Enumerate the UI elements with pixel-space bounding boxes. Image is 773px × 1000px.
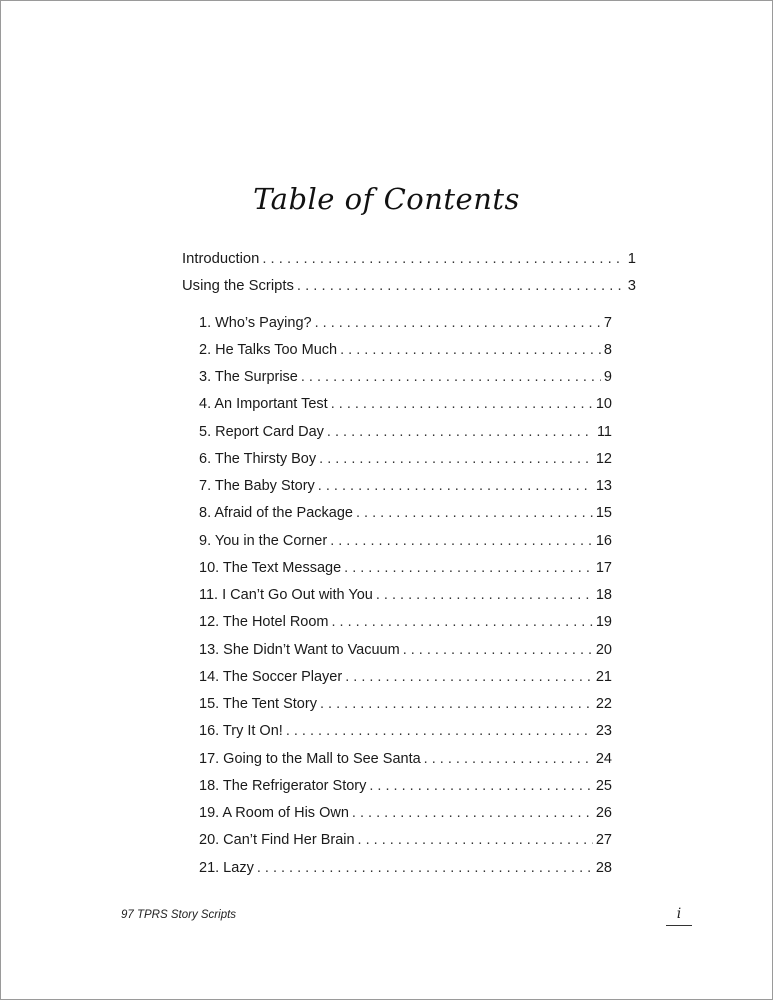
toc-entry-label: 19. A Room of His Own [199,805,349,821]
toc-entry-label: Introduction [182,251,260,267]
toc-script-entry[interactable] [199,804,612,822]
dot-leader [320,695,593,713]
toc-entry-label: 4. An Important Test [199,396,328,412]
dot-leader [315,314,601,332]
toc-entry-label: 7. The Baby Story [199,478,315,494]
dot-leader [376,586,593,604]
dot-leader [257,859,593,877]
toc-script-entry[interactable] [199,641,612,659]
toc-script-entry[interactable] [199,477,612,495]
toc-entry-page: 16 [595,533,612,549]
toc-script-entry[interactable] [199,722,612,740]
dot-leader [301,368,601,386]
toc-entry-label: 5. Report Card Day [199,424,324,440]
toc-entry-page: 20 [595,642,612,658]
toc-entry-page: 18 [595,587,612,603]
toc-entry-page: 19 [595,614,612,630]
toc-script-entry[interactable] [199,314,612,332]
toc-entry-label: 13. She Didn’t Want to Vacuum [199,642,400,658]
toc-entry-label: 8. Afraid of the Package [199,505,353,521]
toc-script-entry[interactable] [199,532,612,550]
toc-entry-introduction[interactable] [182,250,636,268]
toc-entry-page: 9 [603,369,612,385]
dot-leader [403,641,593,659]
toc-entry-page: 17 [595,560,612,576]
toc-entry-page: 23 [595,723,612,739]
dot-leader [358,831,593,849]
dot-leader [344,559,593,577]
toc-entry-label: 12. The Hotel Room [199,614,329,630]
dot-leader [424,750,593,768]
toc-entry-label: 2. He Talks Too Much [199,342,338,358]
dot-leader [369,777,592,795]
footer-book-title: 97 TPRS Story Scripts [121,909,237,921]
toc-entry-label: Using the Scripts [182,278,294,294]
dot-leader [327,423,594,441]
toc-entry-label: 9. You in the Corner [199,533,328,549]
toc-entry-label: 11. I Can’t Go Out with You [199,587,373,603]
toc-script-entry[interactable] [199,341,612,359]
toc-script-entry[interactable] [199,859,612,877]
toc-entry-page: 22 [595,696,612,712]
toc-entry-page: 11 [596,424,612,440]
page-title: Table of Contents [253,182,520,216]
toc-script-entry[interactable] [199,368,612,386]
footer-rule [666,925,692,926]
footer-page-number: i [676,906,682,922]
toc-entry-label: 17. Going to the Mall to See Santa [199,751,421,767]
toc-script-entry[interactable] [199,613,612,631]
toc-entry-page: 8 [603,342,612,358]
toc-entry-page: 25 [595,778,612,794]
dot-leader [286,722,593,740]
toc-entry-page: 28 [595,860,612,876]
toc-script-entry[interactable] [199,504,612,522]
toc-entry-label: 3. The Surprise [199,369,298,385]
toc-script-entry[interactable] [199,668,612,686]
toc-script-entry[interactable] [199,450,612,468]
dot-leader [319,450,593,468]
toc-entry-page: 27 [595,832,612,848]
toc-entry-page: 13 [595,478,612,494]
dot-leader [356,504,593,522]
toc-entry-page: 12 [595,451,612,467]
toc-script-entry[interactable] [199,695,612,713]
toc-entry-label: 1. Who’s Paying? [199,315,312,331]
toc-entry-page: 15 [595,505,612,521]
toc-entry-label: 20. Can’t Find Her Brain [199,832,355,848]
toc-entry-label: 6. The Thirsty Boy [199,451,317,467]
toc-script-entry[interactable] [199,831,612,849]
toc-entry-page: 1 [627,251,636,267]
dot-leader [340,341,601,359]
toc-script-entry[interactable] [199,395,612,413]
toc-entry-page: 3 [627,278,636,294]
toc-entry-label: 16. Try It On! [199,723,283,739]
dot-leader [330,532,593,550]
toc-entry-label: 14. The Soccer Player [199,669,343,685]
toc-script-entry[interactable] [199,777,612,795]
toc-entry-label: 21. Lazy [199,860,254,876]
toc-script-entry[interactable] [199,423,612,441]
toc-script-entry[interactable] [199,559,612,577]
dot-leader [297,277,625,295]
dot-leader [352,804,593,822]
dot-leader [331,395,593,413]
toc-script-entry[interactable] [199,586,612,604]
toc-entry-label: 15. The Tent Story [199,696,317,712]
toc-entry-page: 24 [595,751,612,767]
toc-entry-page: 26 [595,805,612,821]
toc-entry-page: 10 [595,396,612,412]
toc-entry-label: 10. The Text Message [199,560,342,576]
toc-entry-page: 7 [603,315,612,331]
toc-entry-using-the-scripts[interactable] [182,277,636,295]
dot-leader [332,613,593,631]
toc-entry-label: 18. The Refrigerator Story [199,778,367,794]
dot-leader [318,477,593,495]
dot-leader [345,668,593,686]
toc-script-entry[interactable] [199,750,612,768]
toc-entry-page: 21 [595,669,612,685]
dot-leader [262,250,624,268]
